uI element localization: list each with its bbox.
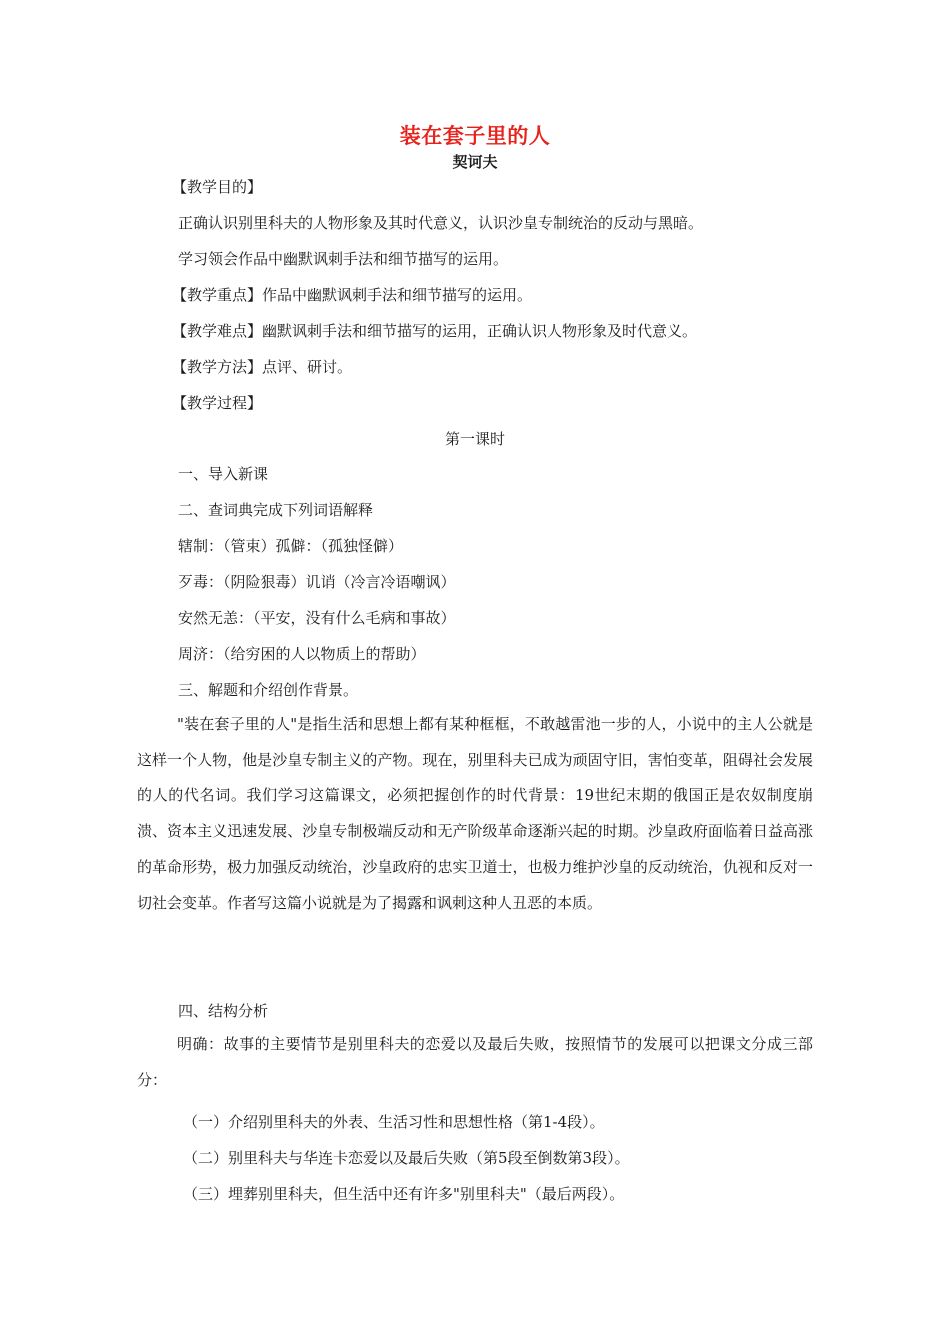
goal-item-1: 正确认识别里科夫的人物形象及其时代意义，认识沙皇专制统治的反动与黑暗。 — [178, 214, 704, 232]
goal-heading: 【教学目的】 — [172, 178, 263, 196]
document-author: 契诃夫 — [452, 153, 498, 171]
vocab-item-1: 辖制：（管束）孤僻：（孤独怪僻） — [178, 537, 404, 555]
lesson-heading: 第一课时 — [444, 430, 505, 448]
goal-item-2: 学习领会作品中幽默讽刺手法和细节描写的运用。 — [178, 250, 509, 268]
structure-part-3: （三）埋葬别里科夫，但生活中还有许多"别里科夫"（最后两段）。 — [183, 1185, 625, 1203]
step-4: 四、结构分析 — [178, 1002, 269, 1020]
vocab-item-4: 周济：（给穷困的人以物质上的帮助） — [178, 645, 426, 663]
process-heading: 【教学过程】 — [172, 394, 263, 412]
difficulty: 【教学难点】幽默讽刺手法和细节描写的运用，正确认识人物形象及时代意义。 — [172, 322, 698, 340]
teaching-method: 【教学方法】点评、研讨。 — [172, 358, 353, 376]
step-3: 三、解题和介绍创作背景。 — [178, 681, 359, 699]
analysis-paragraph: 明确：故事的主要情节是别里科夫的恋爱以及最后失败，按照情节的发展可以把课文分成三部分： — [137, 1035, 813, 1089]
vocab-item-2: 歹毒：（阴险狠毒）讥诮（冷言冷语嘲讽） — [178, 573, 456, 591]
step-1: 一、导入新课 — [178, 465, 269, 483]
background-paragraph: "装在套子里的人"是指生活和思想上都有某种框框，不敢越雷池一步的人，小说中的主人公就是这样一个人物，他是沙皇专制主义的产物。现在，别里科夫已成为顽固守旧，害怕变革，阻碍社会发展的人的代名词。我们学习这篇课文，必须把握创作的时代背景：19世纪末期的俄国正是农奴制度崩溃、资本主义迅速发展、沙皇专制极端反动和无产阶级革命逐渐兴起的时期。沙皇政府面临着日益高涨的革命形势，极力加强反动统治，沙皇政府的忠实卫道士，也极力维护沙皇的反动统治，仇视和反对一切社会变革。作者写这篇小说就是为了揭露和讽刺这种人丑恶的本质。 — [137, 715, 813, 912]
document-title: 装在套子里的人 — [399, 124, 551, 148]
key-point: 【教学重点】作品中幽默讽刺手法和细节描写的运用。 — [172, 286, 533, 304]
vocab-item-3: 安然无恙：（平安，没有什么毛病和事故） — [178, 609, 456, 627]
structure-part-2: （二）别里科夫与华连卡恋爱以及最后失败（第5段至倒数第3段）。 — [183, 1149, 630, 1167]
step-2: 二、查词典完成下列词语解释 — [178, 501, 374, 519]
structure-part-1: （一）介绍别里科夫的外表、生活习性和思想性格（第1-4段）。 — [183, 1113, 605, 1131]
